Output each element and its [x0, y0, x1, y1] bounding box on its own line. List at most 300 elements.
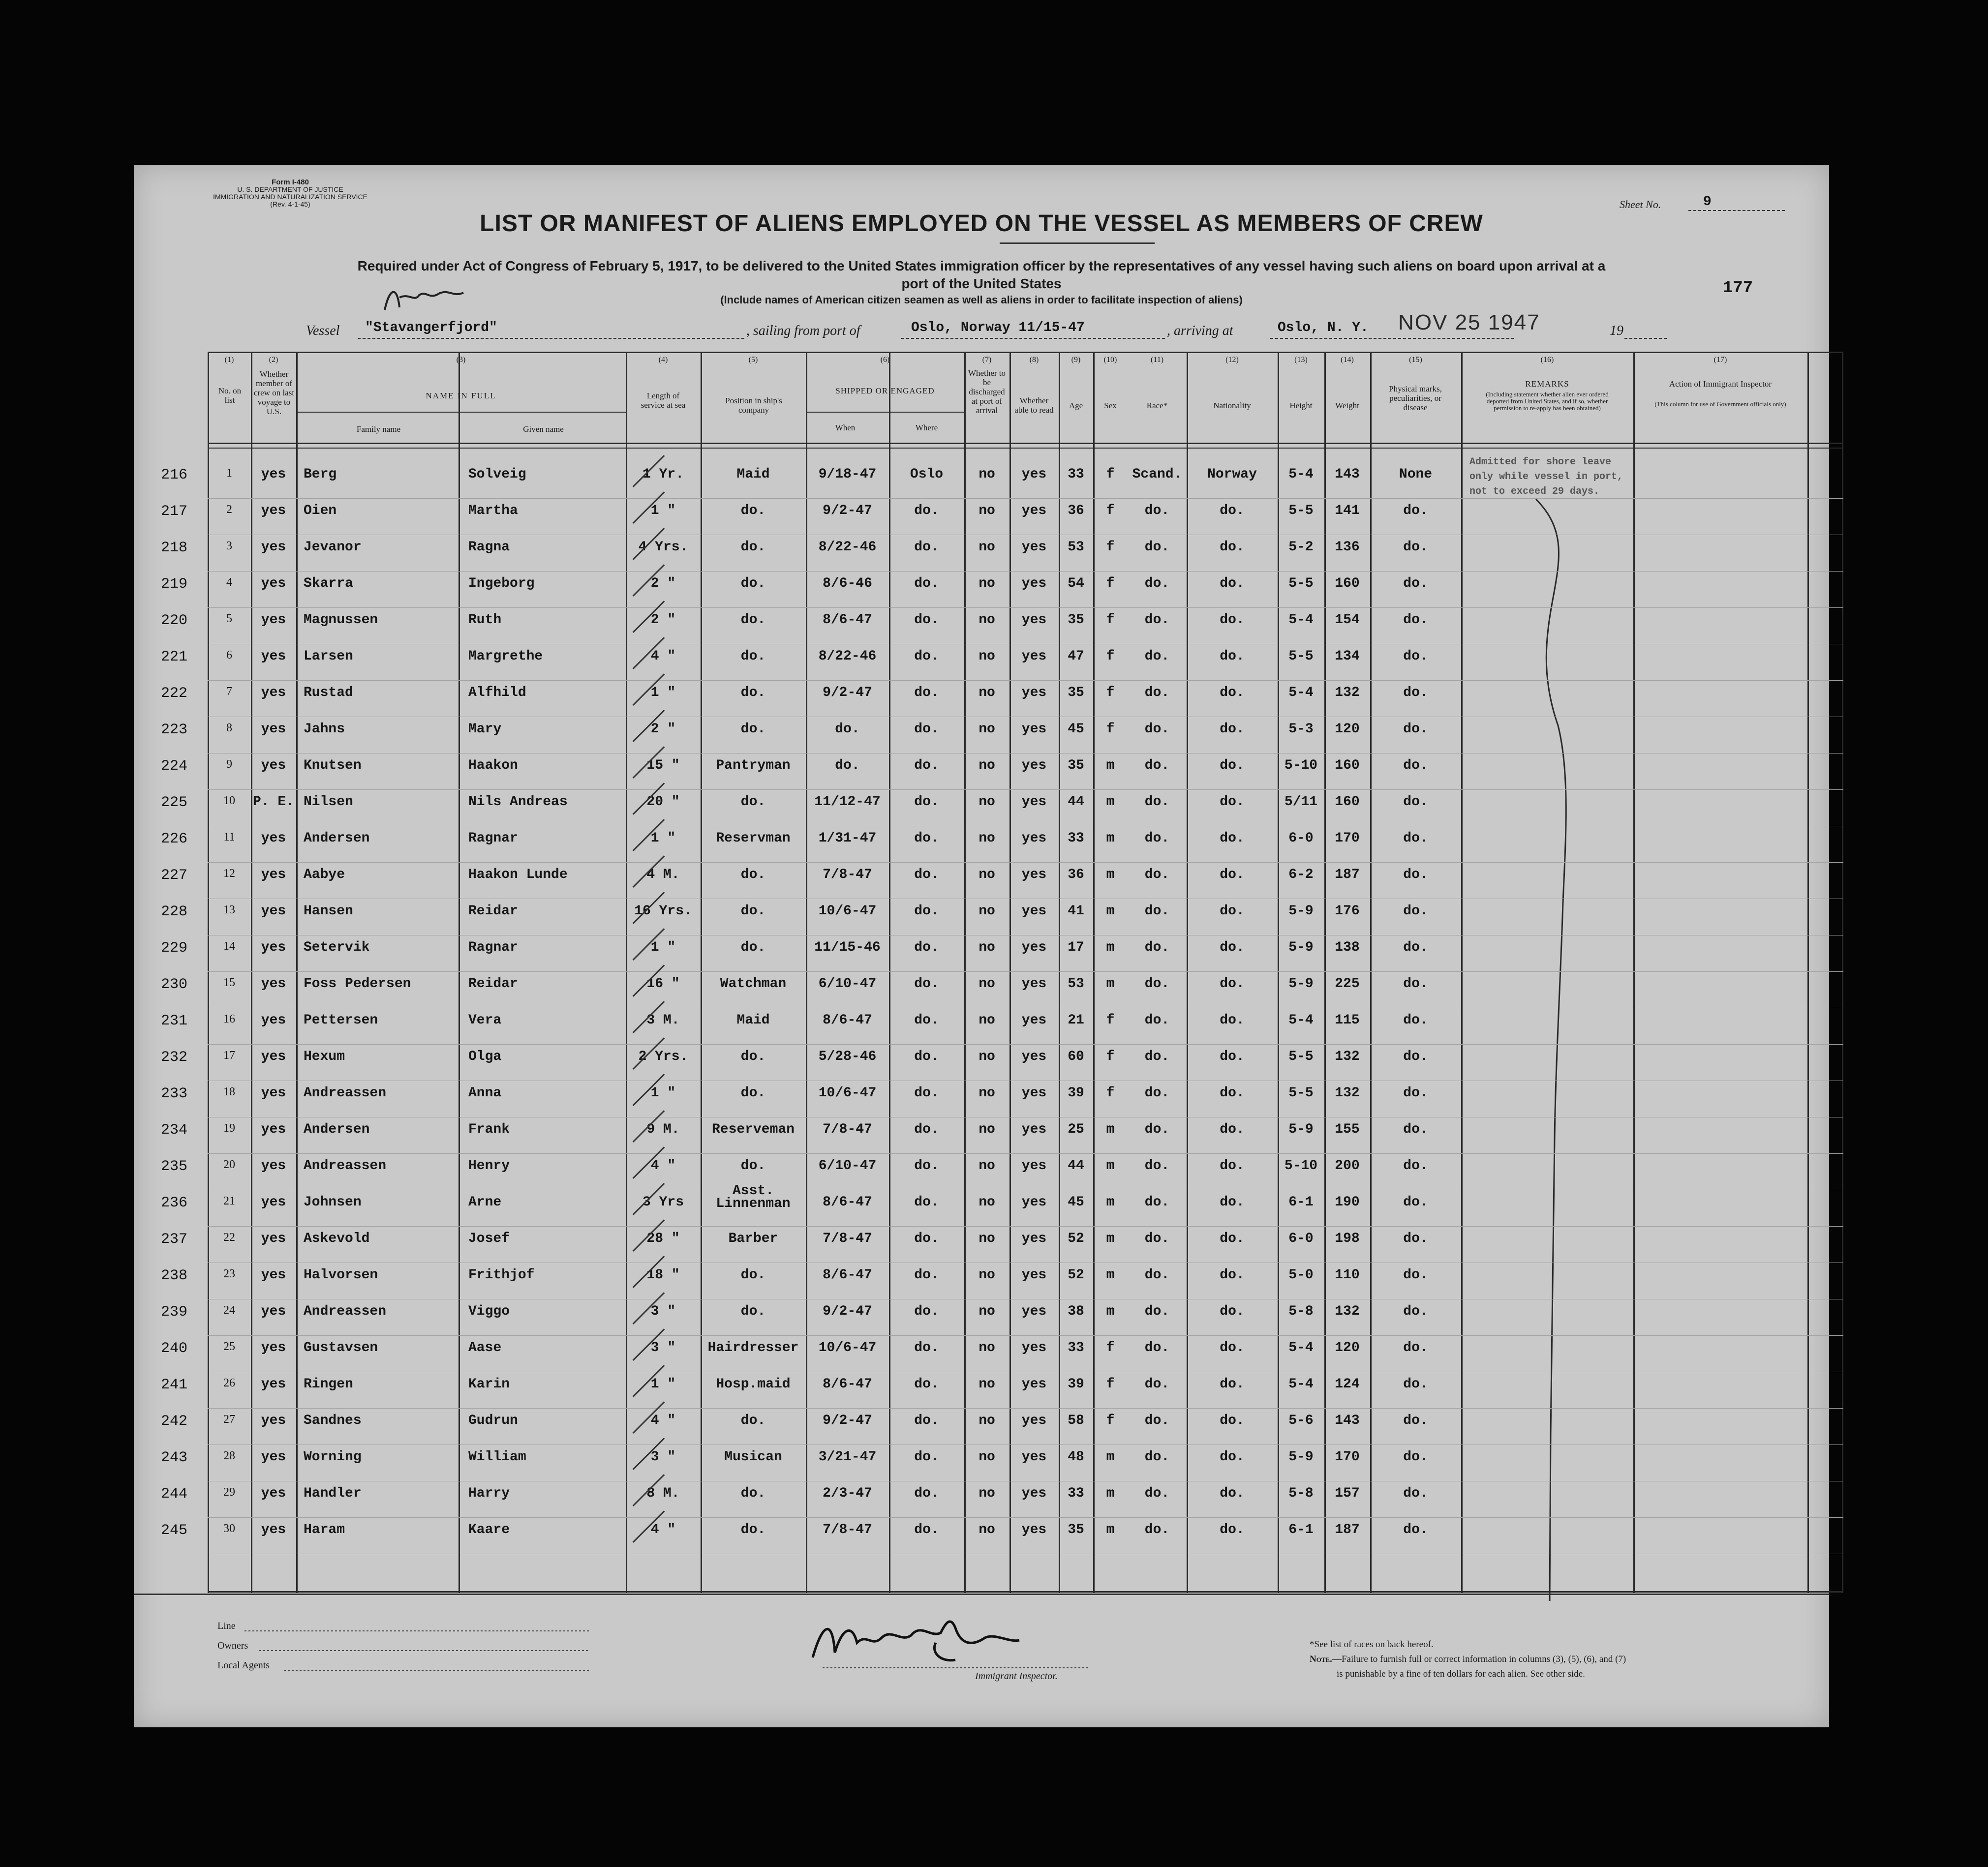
cell-len: 2 Yrs. — [638, 1049, 688, 1064]
cell-phys: do. — [1403, 612, 1428, 628]
cell-pos: do. — [740, 1267, 766, 1283]
cell-disch: no — [979, 1231, 995, 1246]
cell-family: Hansen — [304, 903, 353, 919]
cell-nat: do. — [1220, 903, 1245, 919]
row-rule — [208, 1335, 1843, 1336]
cell-pos: Maid — [736, 1013, 770, 1028]
cell-sex: f — [1106, 722, 1115, 737]
col-header-age: Age — [1069, 401, 1083, 410]
cell-phys: do. — [1403, 540, 1428, 555]
cell-sex: m — [1106, 1486, 1115, 1501]
table-row — [208, 1010, 1461, 1046]
table-row — [208, 973, 1461, 1010]
cell-sex: m — [1106, 1522, 1115, 1537]
cell-pos: do. — [740, 1413, 766, 1428]
cell-disch: no — [979, 758, 995, 773]
cell-phys: do. — [1403, 940, 1428, 955]
cell-when: 9/2-47 — [823, 1304, 872, 1319]
cell-nat: do. — [1220, 1122, 1245, 1137]
left-line-number: 243 — [161, 1449, 188, 1466]
vessel-name: "Stavangerfjord" — [365, 320, 497, 335]
cell-ht: 6-0 — [1288, 1231, 1314, 1246]
left-line-number: 232 — [161, 1049, 188, 1066]
cell-sex: f — [1106, 685, 1115, 700]
cell-prev: yes — [261, 1267, 286, 1283]
left-line-number: 216 — [161, 467, 188, 483]
form-id: Form I-480 — [272, 178, 309, 186]
cell-read: yes — [1021, 976, 1047, 992]
cell-where: do. — [914, 1340, 939, 1355]
table-row — [208, 1301, 1461, 1337]
cell-pos: Reserveman — [711, 1122, 795, 1137]
cell-len: 1 " — [650, 685, 676, 700]
cell-prev: yes — [261, 503, 286, 518]
cell-len: 3 Yrs — [642, 1195, 684, 1210]
cell-read: yes — [1021, 1377, 1047, 1392]
cell-pos: do. — [740, 1049, 766, 1064]
cell-given: Reidar — [468, 903, 518, 919]
col-header-shipped-where: Where — [915, 423, 938, 432]
cell-phys: do. — [1403, 1522, 1428, 1537]
cell-wt: 143 — [1335, 467, 1360, 482]
cell-given: Ingeborg — [468, 576, 535, 591]
cell-age: 52 — [1068, 1267, 1084, 1283]
cell-where: do. — [914, 685, 939, 700]
cell-prev: yes — [261, 576, 286, 591]
col-header-name: NAME IN FULL — [426, 391, 496, 400]
cell-phys: do. — [1403, 503, 1428, 518]
cell-nat: do. — [1220, 1377, 1245, 1392]
cell-ht: 5/11 — [1284, 794, 1318, 810]
cell-prev: yes — [261, 1013, 286, 1028]
cell-wt: 176 — [1335, 903, 1360, 919]
cell-sex: f — [1106, 612, 1115, 628]
cell-age: 53 — [1068, 540, 1084, 555]
cell-where: do. — [914, 1522, 939, 1537]
col-num: (1) — [224, 356, 234, 364]
cell-disch: no — [979, 903, 995, 919]
cell-family: Andreassen — [304, 1158, 387, 1174]
cell-prev: yes — [261, 1522, 286, 1537]
cell-phys: do. — [1403, 976, 1428, 992]
cell-sex: m — [1106, 1449, 1115, 1465]
cell-age: 45 — [1068, 722, 1084, 737]
col-header-position: Position in ship's company — [725, 396, 782, 415]
cell-no: 14 — [223, 940, 235, 953]
col-num: (17) — [1713, 356, 1727, 364]
cell-read: yes — [1021, 685, 1047, 700]
left-line-number: 219 — [161, 576, 188, 593]
cell-nat: do. — [1220, 1267, 1245, 1283]
cell-phys: do. — [1403, 758, 1428, 773]
cell-prev: yes — [261, 1085, 286, 1101]
cell-pos: do. — [740, 1304, 766, 1319]
cell-given: Frithjof — [468, 1267, 535, 1283]
page-number: 177 — [1723, 279, 1753, 298]
cell-nat: do. — [1220, 1486, 1245, 1501]
col-num: (14) — [1341, 356, 1354, 364]
cell-prev: yes — [261, 867, 286, 882]
cell-wt: 110 — [1335, 1267, 1360, 1283]
cell-ht: 5-5 — [1288, 1085, 1314, 1101]
cell-where: do. — [914, 940, 939, 955]
left-line-number: 240 — [161, 1340, 188, 1357]
cell-read: yes — [1021, 612, 1047, 628]
cell-pos: do. — [740, 794, 766, 810]
cell-len: 15 " — [646, 758, 680, 773]
cell-sex: f — [1106, 1377, 1115, 1392]
cell-pos: do. — [740, 940, 766, 955]
cell-when: do. — [835, 722, 860, 737]
cell-len: 4 " — [650, 1158, 676, 1174]
col-num: (12) — [1225, 356, 1239, 364]
cell-nat: do. — [1220, 540, 1245, 555]
cell-wt: 170 — [1335, 831, 1360, 846]
cell-wt: 141 — [1335, 503, 1360, 518]
row-rule — [208, 1226, 1843, 1227]
cell-nat: do. — [1220, 503, 1245, 518]
cell-given: Josef — [468, 1231, 510, 1246]
cell-given: Viggo — [468, 1304, 510, 1319]
cell-len: 2 " — [650, 722, 676, 737]
cell-given: Solveig — [468, 467, 526, 482]
col-num: (16) — [1540, 356, 1554, 364]
table-row — [208, 646, 1461, 682]
cell-phys: do. — [1403, 1486, 1428, 1501]
cell-wt: 160 — [1335, 576, 1360, 591]
cell-phys: do. — [1403, 1377, 1428, 1392]
cell-no: 28 — [223, 1449, 235, 1462]
cell-wt: 160 — [1335, 758, 1360, 773]
cell-where: do. — [914, 1413, 939, 1428]
cell-pos: do. — [740, 1085, 766, 1101]
cell-disch: no — [979, 1486, 995, 1501]
cell-wt: 190 — [1335, 1195, 1360, 1210]
table-row — [208, 1446, 1461, 1483]
cell-len: 8 M. — [646, 1486, 680, 1501]
cell-given: Olga — [468, 1049, 502, 1064]
table-row — [208, 791, 1461, 828]
cell-age: 35 — [1068, 612, 1084, 628]
cell-read: yes — [1021, 576, 1047, 591]
cell-where: do. — [914, 540, 939, 555]
left-line-number: 223 — [161, 722, 188, 738]
row-rule — [208, 1408, 1843, 1409]
cell-nat: do. — [1220, 1013, 1245, 1028]
note-label: Note. — [1310, 1654, 1332, 1664]
footer-agents-label: Local Agents — [217, 1660, 270, 1671]
cell-age: 47 — [1068, 649, 1084, 664]
cell-race: do. — [1144, 503, 1170, 518]
col-header-nationality: Nationality — [1213, 401, 1251, 410]
footer-note-2: is punishable by a fine of ten dollars for each alien. See other side. — [1337, 1669, 1585, 1679]
table-row — [208, 901, 1461, 937]
cell-disch: no — [979, 612, 995, 628]
left-line-number: 234 — [161, 1122, 188, 1139]
cell-sex: m — [1106, 940, 1115, 955]
cell-disch: no — [979, 467, 995, 482]
col-num: (10) — [1103, 356, 1117, 364]
cell-ht: 5-10 — [1284, 758, 1318, 773]
cell-when: 8/22-46 — [818, 540, 877, 555]
cell-pos: do. — [740, 1158, 766, 1174]
cell-read: yes — [1021, 1085, 1047, 1101]
sailing-port: Oslo, Norway 11/15-47 — [911, 320, 1085, 335]
cell-when: 5/28-46 — [818, 1049, 877, 1064]
cell-sex: m — [1106, 867, 1115, 882]
cell-age: 36 — [1068, 867, 1084, 882]
cell-disch: no — [979, 1413, 995, 1428]
cell-family: Andreassen — [304, 1304, 387, 1319]
cell-no: 24 — [223, 1304, 235, 1317]
cell-ht: 5-5 — [1288, 503, 1314, 518]
cell-age: 21 — [1068, 1013, 1084, 1028]
left-line-number: 227 — [161, 867, 188, 884]
cell-nat: do. — [1220, 722, 1245, 737]
cell-given: William — [468, 1449, 526, 1465]
row-rule — [208, 1044, 1843, 1045]
table-row — [208, 1410, 1461, 1446]
table-row — [208, 719, 1461, 755]
cell-given: Arne — [468, 1195, 502, 1210]
cell-where: do. — [914, 867, 939, 882]
cell-ht: 5-9 — [1288, 903, 1314, 919]
remarks-ditto-line — [1526, 499, 1585, 1601]
col-header-family-name: Family name — [356, 424, 401, 434]
cell-read: yes — [1021, 467, 1047, 482]
cell-where: do. — [914, 1085, 939, 1101]
cell-ht: 5-5 — [1288, 1049, 1314, 1064]
table-row — [208, 1083, 1461, 1119]
vessel-label: Vessel — [306, 323, 340, 338]
table-row — [208, 464, 1461, 500]
col-header-discharged: Whether to be discharged at port of arrival — [968, 368, 1006, 415]
year-label: 19 — [1610, 323, 1623, 338]
cell-where: do. — [914, 1013, 939, 1028]
cell-age: 35 — [1068, 685, 1084, 700]
cell-race: do. — [1144, 903, 1170, 919]
cell-read: yes — [1021, 940, 1047, 955]
cell-race: do. — [1144, 1122, 1170, 1137]
cell-when: 3/21-47 — [818, 1449, 877, 1465]
left-line-number: 237 — [161, 1231, 188, 1248]
cell-age: 39 — [1068, 1085, 1084, 1101]
cell-age: 44 — [1068, 794, 1084, 810]
cell-pos: Hairdresser — [707, 1340, 799, 1355]
col-header-weight: Weight — [1335, 401, 1359, 410]
cell-ht: 5-0 — [1288, 1267, 1314, 1283]
cell-ht: 5-9 — [1288, 1449, 1314, 1465]
cell-age: 17 — [1068, 940, 1084, 955]
cell-ht: 5-4 — [1288, 612, 1314, 628]
cell-when: 7/8-47 — [823, 867, 872, 882]
arriving-port: Oslo, N. Y. — [1278, 320, 1369, 335]
cell-ht: 5-4 — [1288, 467, 1314, 482]
cell-pos: Barber — [728, 1231, 778, 1246]
cell-given: Vera — [468, 1013, 502, 1028]
cell-sex: m — [1106, 1158, 1115, 1174]
col-num: (9) — [1071, 356, 1081, 364]
cell-no: 25 — [223, 1340, 235, 1353]
cell-disch: no — [979, 976, 995, 992]
sheet-number-label: Sheet No. — [1620, 198, 1661, 211]
cell-race: do. — [1144, 722, 1170, 737]
cell-when: 8/6-47 — [823, 1377, 872, 1392]
cell-prev: yes — [261, 685, 286, 700]
cell-race: do. — [1144, 1486, 1170, 1501]
table-row — [208, 1228, 1461, 1265]
table-row — [208, 937, 1461, 973]
cell-wt: 132 — [1335, 1085, 1360, 1101]
row-rule — [208, 607, 1843, 608]
cell-race: do. — [1144, 649, 1170, 664]
cell-nat: do. — [1220, 976, 1245, 992]
cell-family: Berg — [304, 467, 337, 482]
cell-disch: no — [979, 1377, 995, 1392]
cell-given: Henry — [468, 1158, 510, 1174]
col-header-length-service: Length of service at sea — [641, 391, 686, 410]
arrival-date-stamp: NOV 25 1947 — [1398, 310, 1540, 334]
cell-no: 8 — [226, 722, 232, 734]
cell-given: Haakon Lunde — [468, 867, 568, 882]
cell-ht: 5-4 — [1288, 685, 1314, 700]
left-line-number: 228 — [161, 903, 188, 920]
cell-pos: Musican — [724, 1449, 782, 1465]
cell-sex: f — [1106, 1085, 1115, 1101]
cell-age: 38 — [1068, 1304, 1084, 1319]
cell-prev: yes — [261, 1340, 286, 1355]
cell-disch: no — [979, 1267, 995, 1283]
cell-no: 16 — [223, 1013, 235, 1025]
cell-given: Ragna — [468, 540, 510, 555]
cell-given: Frank — [468, 1122, 510, 1137]
cell-when: 10/6-47 — [818, 903, 877, 919]
cell-read: yes — [1021, 722, 1047, 737]
cell-age: 45 — [1068, 1195, 1084, 1210]
cell-phys: do. — [1403, 685, 1428, 700]
cell-when: 11/15-46 — [814, 940, 881, 955]
cell-age: 25 — [1068, 1122, 1084, 1137]
cell-race: do. — [1144, 831, 1170, 846]
table-row — [208, 755, 1461, 791]
cell-family: Halvorsen — [304, 1267, 378, 1283]
cell-pos: do. — [740, 649, 766, 664]
service-name: IMMIGRATION AND NATURALIZATION SERVICE — [213, 193, 367, 201]
cell-wt: 120 — [1335, 1340, 1360, 1355]
cell-nat: do. — [1220, 576, 1245, 591]
row-rule — [208, 971, 1843, 972]
table-row — [208, 1183, 1461, 1228]
cell-pos: Pantryman — [716, 758, 791, 773]
left-line-number: 239 — [161, 1304, 188, 1321]
cell-family: Andersen — [304, 1122, 370, 1137]
requirement-line-2: port of the United States — [901, 276, 1062, 291]
cell-when: 9/2-47 — [823, 503, 872, 518]
cell-where: do. — [914, 722, 939, 737]
crew-table — [208, 352, 1843, 1593]
handwritten-mark — [380, 283, 478, 317]
cell-wt: 138 — [1335, 940, 1360, 955]
cell-disch: no — [979, 685, 995, 700]
cell-when: 7/8-47 — [823, 1231, 872, 1246]
manifest-sheet — [134, 165, 1829, 1727]
cell-read: yes — [1021, 1122, 1047, 1137]
cell-ht: 5-2 — [1288, 540, 1314, 555]
cell-ht: 5-8 — [1288, 1304, 1314, 1319]
col-header-shipped: SHIPPED OR ENGAGED — [835, 386, 935, 395]
cell-race: do. — [1144, 1195, 1170, 1210]
cell-where: do. — [914, 1486, 939, 1501]
cell-prev: yes — [261, 903, 286, 919]
col-num: (8) — [1029, 356, 1039, 364]
row-rule — [208, 1153, 1843, 1154]
cell-pos: do. — [740, 867, 766, 882]
cell-len: 9 M. — [646, 1122, 680, 1137]
left-line-number: 220 — [161, 612, 188, 629]
cell-age: 44 — [1068, 1158, 1084, 1174]
cell-phys: do. — [1403, 794, 1428, 810]
cell-nat: do. — [1220, 867, 1245, 882]
cell-prev: yes — [261, 1449, 286, 1465]
cell-family: Ringen — [304, 1377, 353, 1392]
cell-read: yes — [1021, 1522, 1047, 1537]
cell-age: 33 — [1068, 831, 1084, 846]
cell-when: 7/8-47 — [823, 1122, 872, 1137]
cell-when: 8/6-47 — [823, 1195, 872, 1210]
cell-wt: 124 — [1335, 1377, 1360, 1392]
cell-ht: 5-10 — [1284, 1158, 1318, 1174]
cell-len: 3 M. — [646, 1013, 680, 1028]
cell-read: yes — [1021, 1449, 1047, 1465]
cell-age: 33 — [1068, 1486, 1084, 1501]
cell-given: Karin — [468, 1377, 510, 1392]
cell-no: 23 — [223, 1267, 235, 1280]
col-header-inspector-note: (This column for use of Government officials only) — [1654, 400, 1786, 408]
cell-where: do. — [914, 1377, 939, 1392]
cell-when: 8/6-47 — [823, 1267, 872, 1283]
cell-disch: no — [979, 649, 995, 664]
cell-read: yes — [1021, 794, 1047, 810]
cell-read: yes — [1021, 1340, 1047, 1355]
left-line-number: 245 — [161, 1522, 188, 1539]
races-note: *See list of races on back hereof. — [1310, 1639, 1434, 1650]
cell-wt: 155 — [1335, 1122, 1360, 1137]
cell-sex: f — [1106, 467, 1115, 482]
cell-when: 9/2-47 — [823, 1413, 872, 1428]
cell-family: Magnussen — [304, 612, 378, 628]
table-row — [208, 1046, 1461, 1083]
cell-disch: no — [979, 540, 995, 555]
cell-race: do. — [1144, 1377, 1170, 1392]
cell-nat: do. — [1220, 1304, 1245, 1319]
cell-no: 15 — [223, 976, 235, 989]
left-line-number: 238 — [161, 1267, 188, 1284]
cell-prev: yes — [261, 940, 286, 955]
cell-where: do. — [914, 1158, 939, 1174]
cell-race: do. — [1144, 576, 1170, 591]
cell-race: do. — [1144, 1231, 1170, 1246]
left-line-number: 241 — [161, 1377, 188, 1393]
cell-prev: yes — [261, 540, 286, 555]
row-rule — [208, 680, 1843, 681]
cell-len: 2 " — [650, 612, 676, 628]
cell-where: do. — [914, 976, 939, 992]
cell-where: do. — [914, 1304, 939, 1319]
cell-phys: do. — [1403, 867, 1428, 882]
requirement-line-3: (Include names of American citizen seamen as well as aliens in order to facilitate inspection of aliens) — [720, 294, 1243, 306]
cell-when: 9/2-47 — [823, 685, 872, 700]
left-line-number: 242 — [161, 1413, 188, 1430]
